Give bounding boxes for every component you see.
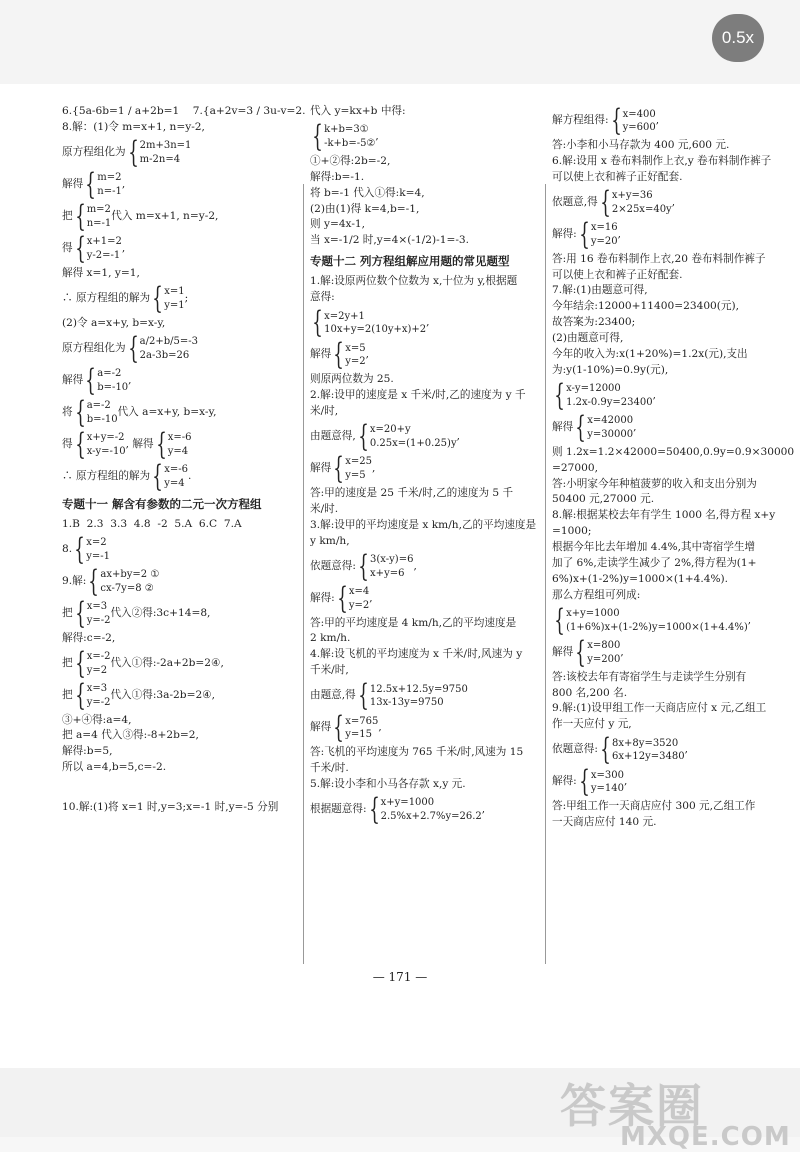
equation: x=5: [345, 342, 366, 354]
system-prefix: 解得: [310, 348, 332, 361]
answer-line: 1.解:设原两位数个位数为 x,十位为 y,根据题: [310, 275, 518, 288]
column-divider: [303, 184, 304, 964]
equation: x=16: [590, 222, 618, 234]
system-suffix: 代入 m=x+1, n=y-2,: [111, 209, 219, 222]
system-prefix: ∴ 原方程组的解为: [62, 291, 151, 304]
answer-line: 10.解:(1)将 x=1 时,y=3;x=-1 时,y=-5 分别: [62, 801, 279, 814]
equation: x=25: [345, 456, 373, 468]
spacer: [62, 776, 300, 800]
brace: {: [74, 595, 86, 631]
watermark: [560, 1070, 791, 1152]
system-prefix: 解得:: [552, 227, 577, 240]
equation: x-y=-10: [86, 445, 126, 457]
equation-system: [62, 645, 300, 681]
answer-line: 千米/时.: [310, 761, 349, 774]
answer-line: 那么方程组可列成:: [552, 588, 641, 601]
system-suffix: ,: [121, 241, 126, 254]
system-suffix: ,: [655, 114, 660, 127]
equation-system: [552, 732, 792, 768]
system-prefix: 解得:: [552, 775, 577, 788]
answer-line: 9.解:(1)设甲组工作一天商店应付 x 元,乙组工: [552, 702, 767, 715]
brace: {: [358, 418, 369, 454]
brace: {: [358, 548, 369, 584]
system-prefix: 解得: [310, 721, 332, 734]
equation: y=4: [164, 477, 185, 489]
brace: {: [74, 426, 86, 462]
equation: y=-2: [86, 614, 111, 626]
equation-system: [310, 337, 542, 373]
brace: {: [74, 394, 86, 430]
answer-line: 米/时.: [310, 502, 339, 515]
equation-system: [310, 548, 542, 584]
equation: 12.5x+12.5y=9750: [369, 683, 468, 695]
equation: 2.5%x+2.7%y=26.2: [380, 810, 482, 822]
answer-line: ③+④得:a=4,: [62, 713, 132, 726]
system-prefix: 根据题意得:: [310, 802, 367, 815]
system-suffix: ,: [372, 461, 376, 474]
answer-line: 2 km/h.: [310, 632, 351, 645]
answer-line: 答:甲组工作一天商店应付 300 元,乙组工作: [552, 800, 756, 813]
system-suffix: ,: [633, 420, 637, 433]
answer-line: 答:小明家今年种植菠萝的收入和支出分别为: [552, 477, 757, 490]
equation: x=300: [590, 769, 624, 781]
answer-line: 可以使上衣和裤子正好配套.: [552, 170, 683, 183]
system-suffix: ;: [184, 291, 189, 304]
system-suffix: ,: [365, 348, 370, 361]
equation-system: [62, 677, 300, 713]
equation-system: [62, 595, 300, 631]
equation-system: [310, 710, 542, 746]
answer-line: 则 y=4x-1,: [310, 218, 366, 231]
equation: x+y=1000: [566, 608, 620, 620]
system-prefix: ∴ 原方程组的解为: [62, 469, 151, 482]
equation: x=4: [348, 586, 370, 597]
equation: 1.2x-0.9y=23400: [566, 396, 653, 408]
answer-line: 把 a=4 代入③得:-8+2b=2,: [62, 729, 199, 742]
system-suffix: ,: [369, 591, 373, 604]
equation: x=20+y: [369, 424, 411, 436]
equation: x+y=1000: [380, 797, 435, 809]
system-suffix: ,: [684, 743, 689, 756]
equation-system: [310, 580, 542, 616]
equation: x+y=-2: [86, 432, 125, 444]
equation: 0.25x=(1+0.25)y: [369, 437, 457, 449]
answer-line: 今年结余:12000+11400=23400(元),: [552, 300, 740, 313]
brace: {: [600, 184, 611, 220]
column-divider: [545, 184, 546, 964]
answer-line: 则原两位数为 25.: [310, 373, 394, 386]
system-suffix: ,: [617, 227, 621, 240]
equation: y=5: [345, 469, 366, 481]
equation: y=2: [348, 599, 370, 611]
equation-system: [62, 362, 300, 398]
system-prefix: 解得: [310, 461, 332, 474]
equation: y=-1: [86, 550, 110, 562]
system-suffix: ,: [128, 373, 132, 386]
equation-system: [552, 602, 792, 638]
equation-system: [62, 198, 300, 234]
brace: {: [312, 118, 323, 154]
brace: {: [358, 678, 369, 714]
answer-line: 今年的收入为:x(1+20%)=1.2x(元),支出: [552, 348, 748, 361]
answer-line: 8.解：(1)令 m=x+1, n=y-2,: [62, 120, 205, 133]
answer-line: 作一天应付 y 元,: [552, 718, 632, 731]
equation-system: [62, 330, 300, 366]
answer-line: 1.B 2.3 3.3 4.8 -2 5.A 6.C 7.A: [62, 517, 242, 530]
brace: {: [74, 645, 86, 681]
equation: y=15: [345, 729, 373, 741]
equation: x=42000: [587, 415, 634, 427]
equation: a/2+b/5=-3: [139, 336, 198, 348]
answer-line: 答:小李和小马存款为 400 元,600 元.: [552, 139, 730, 151]
equation: a=-2: [86, 400, 111, 412]
system-prefix: 得: [62, 437, 73, 450]
brace: {: [575, 409, 586, 445]
equation: b=-10: [97, 381, 129, 393]
system-prefix: 解得: [62, 373, 84, 386]
answer-column-right: [552, 103, 795, 831]
brace: {: [333, 710, 344, 746]
system-suffix: , 解得: [125, 437, 154, 450]
answer-line: 7.解:(1)由题意可得,: [552, 284, 648, 297]
answer-line: 3.解:设甲的平均速度是 x km/h,乙的平均速度是: [310, 518, 537, 531]
brace: {: [337, 580, 348, 616]
equation-system: [310, 678, 542, 714]
equation: x+1=2: [86, 236, 122, 248]
system-prefix: 解得: [552, 420, 574, 433]
equation: y=2: [86, 664, 108, 676]
equation: x=-6: [167, 432, 192, 444]
equation: x=3: [86, 601, 108, 613]
brace: {: [610, 103, 622, 138]
equation: -k+b=-5②: [324, 137, 376, 149]
answer-line: 千米/时,: [310, 664, 349, 677]
answer-column-middle: [310, 104, 542, 827]
brace: {: [152, 280, 163, 316]
brace: {: [333, 450, 344, 486]
brace: {: [88, 563, 100, 599]
viewer-top-bar: [0, 0, 800, 84]
system-prefix: 把: [62, 606, 73, 619]
equation: y=-2: [86, 696, 111, 708]
equation-system: [62, 531, 300, 567]
equation: m=2: [97, 172, 122, 184]
equation: x=3: [86, 683, 108, 695]
equation: 3(x-y)=6: [370, 554, 414, 565]
equation: x=400: [622, 108, 656, 120]
answer-line: 解得:c=-2,: [62, 631, 116, 644]
equation: cx-7y=8 ②: [100, 582, 154, 594]
system-prefix: 由题意得,: [310, 429, 356, 442]
system-suffix: ,: [620, 645, 624, 658]
equation: ax+by=2 ①: [100, 569, 160, 581]
brace: {: [312, 305, 323, 341]
equation-system: [62, 134, 300, 170]
system-suffix: ,: [747, 613, 752, 626]
equation: y=20: [590, 235, 618, 247]
equation: x+y=6: [370, 567, 405, 579]
brace: {: [600, 732, 611, 768]
equation-system: [310, 305, 542, 341]
brace: {: [85, 362, 96, 398]
system-suffix: ,: [456, 429, 460, 442]
system-suffix: 代入①得:3a-2b=2④,: [110, 688, 216, 701]
system-prefix: 解得: [552, 645, 574, 658]
equation-system: [310, 791, 542, 827]
equation: a=-2: [97, 368, 122, 380]
brace: {: [579, 216, 590, 252]
answer-line: 为:y(1-10%)=0.9y(元),: [552, 363, 669, 376]
equation: m-2n=4: [139, 153, 181, 165]
equation: 2m+3n=1: [139, 140, 192, 152]
answer-line: 800 名,200 名.: [552, 686, 628, 699]
system-suffix: 代入②得:3c+14=8,: [110, 606, 211, 619]
system-suffix: 代入①得:-2a+2b=2④,: [110, 656, 224, 669]
equation-system: [62, 563, 300, 599]
system-prefix: 解方程组得:: [552, 114, 609, 127]
answer-line: (2)由(1)得 k=4,b=-1,: [310, 202, 420, 215]
brace: {: [152, 458, 163, 494]
equation: x=-2: [86, 651, 111, 663]
equation-system: [552, 764, 792, 800]
equation-system: [62, 426, 300, 462]
answer-line: (2)由题意可得,: [552, 332, 624, 345]
answer-line: 米/时,: [310, 405, 339, 418]
equation-system: [62, 394, 300, 430]
answer-line: 意得:: [310, 291, 335, 304]
answer-line: 一天商店应付 140 元.: [552, 816, 657, 829]
answer-line: y km/h,: [310, 534, 350, 547]
equation: x=765: [345, 715, 379, 727]
equation-system: [310, 418, 542, 454]
system-prefix: 依题意得:: [310, 559, 356, 572]
answer-column-left: [62, 104, 306, 816]
answer-line: 答:飞机的平均速度为 765 千米/时,风速为 15: [310, 746, 524, 759]
answer-line: 当 x=-1/2 时,y=4×(-1/2)-1=-3.: [310, 234, 470, 247]
equation: 13x-13y=9750: [369, 697, 444, 709]
equation-system: [310, 450, 542, 486]
equation: y=600: [622, 122, 656, 133]
equation-system: [62, 230, 300, 266]
answer-line: (2)令 a=x+y, b=x-y,: [62, 316, 166, 329]
system-prefix: 把: [62, 209, 73, 222]
brace: {: [74, 531, 85, 567]
brace: {: [155, 426, 167, 462]
answer-line: 4.解:设飞机的平均速度为 x 千米/时,风速为 y: [310, 648, 523, 661]
system-prefix: 得: [62, 241, 73, 254]
equation: 10x+y=2(10y+x)+2: [324, 324, 427, 336]
answer-line: 可以使上衣和裤子正好配套.: [552, 268, 683, 281]
answer-line: 2.解:设甲的速度是 x 千米/时,乙的速度为 y 千: [310, 389, 526, 402]
system-prefix: 8.: [62, 542, 73, 555]
answer-line: 代入 y=kx+b 中得:: [310, 105, 406, 117]
equation: n=-1: [86, 217, 112, 229]
answer-line: 6%)x+(1-2%)y=1000×(1+4.4%).: [552, 572, 729, 585]
system-suffix: ,: [671, 195, 676, 208]
equation: x=-6: [164, 464, 188, 476]
system-prefix: 原方程组化为: [62, 145, 126, 158]
equation: y=200: [587, 653, 621, 665]
equation: x=2y+1: [324, 310, 365, 322]
equation-system: [62, 166, 300, 202]
equation: 2×25x=40y: [611, 203, 672, 215]
brace: {: [333, 337, 344, 373]
answer-line: ①+②得:2b=-2,: [310, 154, 391, 167]
system-prefix: 原方程组化为: [62, 341, 126, 354]
system-prefix: 把: [62, 656, 73, 669]
brace: {: [85, 166, 96, 202]
brace: {: [368, 791, 380, 827]
brace: {: [74, 198, 86, 234]
brace: {: [127, 330, 139, 366]
page-number: — 171 —: [372, 970, 428, 984]
system-prefix: 依题意得:: [552, 743, 598, 756]
equation: y=2: [345, 356, 366, 368]
answer-line: 解得 x=1, y=1,: [62, 266, 140, 279]
equation-system: [552, 103, 792, 138]
system-prefix: 解得: [62, 177, 84, 190]
answer-line: 解得:b=5,: [62, 745, 113, 758]
brace: {: [554, 377, 565, 413]
answer-line: 6.解:设用 x 卷布料制作上衣,y 卷布料制作裤子: [552, 154, 772, 167]
system-prefix: 由题意,得: [310, 689, 356, 702]
equation: y=1: [164, 299, 185, 311]
system-prefix: 将: [62, 405, 73, 418]
brace: {: [74, 677, 86, 713]
equation-system: [552, 377, 792, 413]
equation: x=2: [86, 537, 107, 549]
answer-line: 5.解:设小李和小马各存款 x,y 元.: [310, 777, 466, 790]
system-prefix: 解得:: [310, 591, 335, 604]
playback-speed-button[interactable]: 0.5x: [712, 14, 764, 62]
equation: x+y=36: [611, 190, 653, 202]
system-prefix: 把: [62, 688, 73, 701]
equation: y=140: [590, 783, 624, 795]
equation: 8x+8y=3520: [612, 737, 679, 749]
answer-line: 解得:b=-1.: [310, 170, 365, 183]
system-prefix: 9.解:: [62, 574, 87, 587]
brace: {: [127, 134, 139, 170]
answer-line: 答:甲的速度是 25 千米/时,乙的速度为 5 千: [310, 486, 514, 499]
equation-system: [62, 458, 300, 494]
section-heading: 专题十二 列方程组解应用题的常见题型: [310, 254, 510, 269]
system-prefix: 依题意,得: [552, 195, 598, 208]
answer-line: 50400 元,27000 元.: [552, 493, 655, 506]
equation-system: [552, 634, 792, 670]
equation-system: [62, 280, 300, 316]
equation-system: [552, 216, 792, 252]
equation-system: [310, 118, 542, 154]
system-suffix: ,: [426, 316, 430, 329]
watermark-logo: 答案圈: [560, 1079, 704, 1133]
answer-line: =1000;: [552, 525, 592, 538]
equation: 6x+12y=3480: [612, 751, 685, 763]
answer-line: 所以 a=4,b=5,c=-2.: [62, 761, 167, 774]
brace: {: [554, 602, 565, 638]
answer-line: 故答案为:23400;: [552, 316, 636, 329]
system-suffix: ,: [375, 129, 379, 142]
answer-line: 6.{5a-6b=1 / a+2b=1 7.{a+2v=3 / 3u-v=2.: [62, 105, 306, 117]
system-suffix: ,: [623, 775, 628, 788]
equation-system: [552, 184, 792, 220]
answer-line: 则 1.2x=1.2×42000=50400,0.9y=0.9×30000: [552, 445, 795, 458]
equation: y-2=-1: [86, 249, 121, 261]
answer-line: 根据今年比去年增加 4.4%,其中寄宿学生增: [552, 541, 756, 554]
answer-line: 8.解:根据某校去年有学生 1000 名,得方程 x+y: [552, 509, 776, 522]
answer-line: 答:该校去年有寄宿学生与走读学生分别有: [552, 670, 747, 683]
answer-line: =27000,: [552, 461, 598, 474]
equation: x=1: [164, 286, 185, 298]
equation: k+b=3①: [324, 124, 369, 136]
equation: x=800: [587, 640, 621, 652]
system-suffix: ,: [121, 177, 126, 190]
system-suffix: ,: [413, 559, 417, 572]
system-suffix: ,: [652, 388, 656, 401]
system-suffix: 代入 a=x+y, b=x-y,: [117, 405, 217, 418]
equation: x-y=12000: [566, 383, 621, 395]
equation: n=-1: [97, 185, 122, 197]
system-suffix: ,: [481, 802, 486, 815]
brace: {: [579, 764, 590, 800]
answer-line: 答:甲的平均速度是 4 km/h,乙的平均速度是: [310, 616, 517, 629]
equation: m=2: [86, 204, 111, 216]
answer-line: 加了 6%,走读学生减少了 2%,得方程为(1+: [552, 557, 757, 570]
brace: {: [575, 634, 586, 670]
equation: y=4: [167, 445, 189, 457]
equation-system: [552, 409, 792, 445]
system-suffix: .: [187, 469, 192, 482]
system-suffix: ,: [378, 721, 382, 734]
equation: 2a-3b=26: [139, 349, 190, 361]
answer-line: 将 b=-1 代入①得:k=4,: [310, 186, 425, 199]
answer-line: 答:用 16 卷布料制作上衣,20 卷布料制作裤子: [552, 252, 766, 265]
equation: (1+6%)x+(1-2%)y=1000×(1+4.4%): [566, 621, 748, 633]
equation: y=30000: [587, 428, 634, 440]
watermark-url: MXQE.COM: [620, 1122, 791, 1152]
brace: {: [74, 230, 86, 266]
section-heading: 专题十一 解含有参数的二元一次方程组: [62, 496, 262, 511]
equation: b=-10: [86, 413, 118, 425]
